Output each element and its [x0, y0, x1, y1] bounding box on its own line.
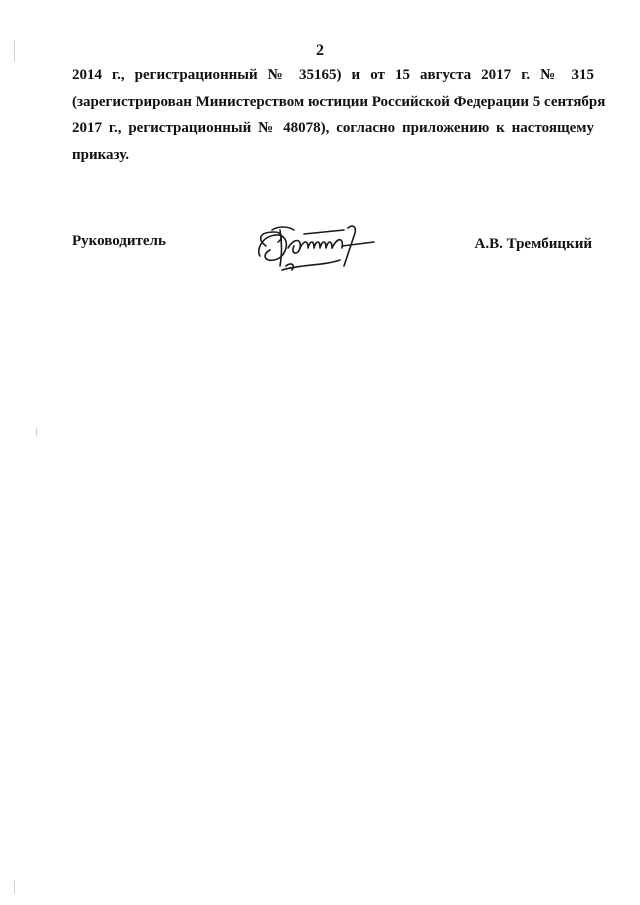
signature-stroke — [280, 230, 282, 266]
scan-artifact — [14, 880, 15, 894]
scan-artifact — [36, 428, 37, 436]
signature-stroke — [272, 227, 294, 230]
signature-stroke — [261, 232, 282, 246]
body-paragraph — [72, 62, 606, 168]
body-line: 2014 г., регистрационный № 35165) и от 15 августа 2017 г. № 315 — [72, 67, 594, 83]
signature-stroke — [304, 230, 344, 234]
body-line: (зарегистрирован Министерством юстиции Российской Федерации 5 сентября — [72, 93, 606, 110]
signatory-role: Руководитель — [72, 233, 166, 249]
body-line: приказу. — [72, 146, 130, 163]
handwritten-signature — [252, 220, 382, 282]
signature-stroke — [288, 241, 300, 254]
signatory-name: А.В. Трембицкий — [474, 236, 592, 252]
page-number: 2 — [316, 42, 324, 59]
signature-stroke — [342, 242, 374, 246]
signature-stroke — [300, 242, 332, 248]
body-line: 2017 г., регистрационный № 48078), согласно приложению к настоящему — [72, 120, 594, 136]
signature-stroke — [332, 240, 342, 248]
signature-stroke — [282, 260, 340, 270]
